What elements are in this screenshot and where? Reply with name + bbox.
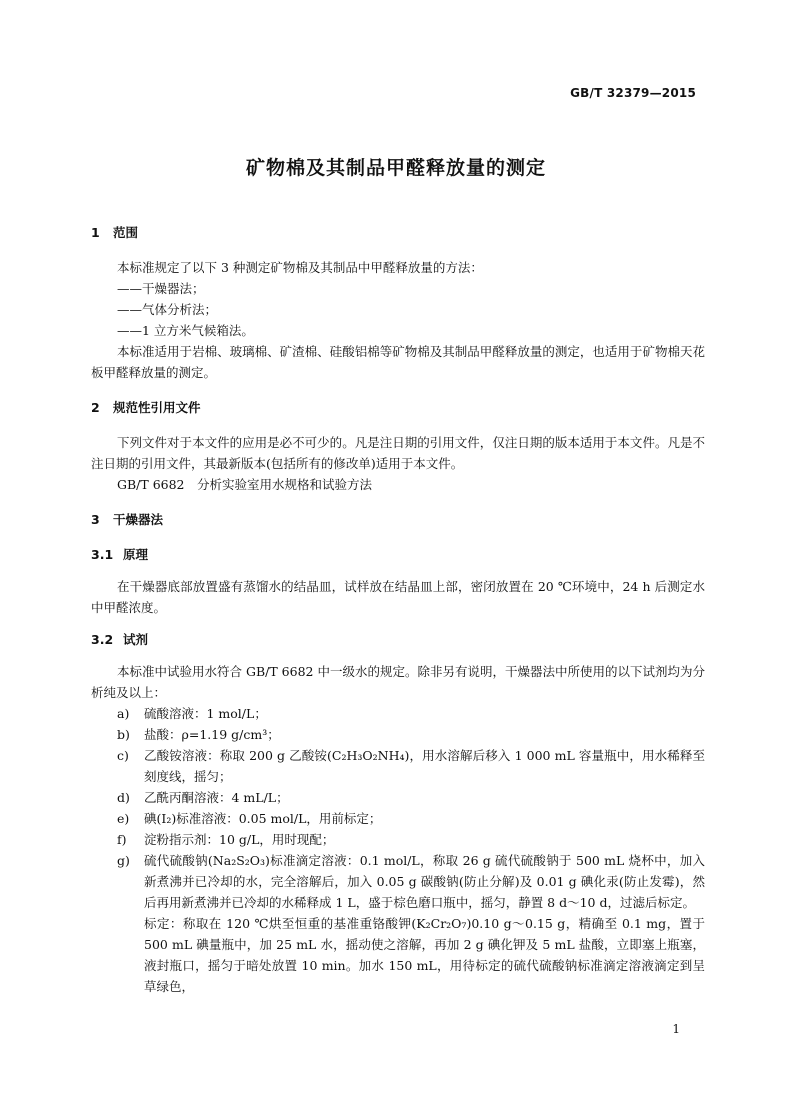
list-item <box>91 724 705 745</box>
list-marker: b) <box>117 727 130 742</box>
paragraph: 下列文件对于本文件的应用是必不可少的。凡是注日期的引用文件，仅注日期的版本适用于本文件。凡是不注日期的引用文件，其最新版本(包括所有的修改单)适用于本文件。 <box>91 435 705 471</box>
list-item-text: 淀粉指示剂：10 g/L，用时现配； <box>144 832 335 847</box>
reagent-list <box>91 703 705 913</box>
paragraph: 本标准中试验用水符合 GB/T 6682 中一级水的规定。除非另有说明，干燥器法中所使用的以下试剂均为分析纯及以上： <box>91 664 705 700</box>
section-title: 范围 <box>113 225 139 240</box>
subsection-title: 试剂 <box>123 632 149 647</box>
paragraph: 在干燥器底部放置盛有蒸馏水的结晶皿，试样放在结晶皿上部，密闭放置在 20 ℃环境中，24 h 后测定水中甲醛浓度。 <box>91 579 705 615</box>
normative-reference: GB/T 6682 分析实验室用水规格和试验方法 <box>117 477 373 492</box>
section-heading <box>91 509 705 530</box>
dash-item: ——干燥器法； <box>117 281 205 296</box>
paragraph: 本标准规定了以下 3 种测定矿物棉及其制品中甲醛释放量的方法： <box>117 260 483 275</box>
subsection-number: 3.1 <box>91 547 114 562</box>
section-title: 规范性引用文件 <box>113 400 201 415</box>
list-item <box>91 829 705 850</box>
section-number: 1 <box>91 225 100 240</box>
calibration-paragraph: 标定：称取在 120 ℃烘至恒重的基准重铬酸钾(K₂Cr₂O₇)0.10 g～0.15 g，精确至 0.1 mg，置于 500 mL 碘量瓶中，加 25 mL 水，摇动使之溶解，再加 2 g 碘化钾及 5 mL 盐酸，立即塞上瓶塞，液封瓶口，摇匀于暗处放置 10 min。加水 150 mL，用待标定的硫代硫酸钠标准滴定溶液滴定到呈草绿色， <box>144 916 705 994</box>
list-marker: g) <box>117 853 130 868</box>
list-item-text: 盐酸：ρ=1.19 g/cm³； <box>144 727 280 742</box>
section-number: 3 <box>91 512 100 527</box>
list-item-text: 乙酸铵溶液：称取 200 g 乙酸铵(C₂H₃O₂NH₄)，用水溶解后移入 1 000 mL 容量瓶中，用水稀释至刻度线，摇匀； <box>144 748 705 784</box>
list-marker: d) <box>117 790 130 805</box>
list-item <box>91 808 705 829</box>
list-marker: e) <box>117 811 130 826</box>
section-title: 干燥器法 <box>113 512 164 527</box>
subsection-heading <box>91 544 705 565</box>
subsection-title: 原理 <box>123 547 149 562</box>
list-item <box>91 850 705 913</box>
document-title: 矿物棉及其制品甲醛释放量的测定 <box>245 157 546 179</box>
list-item <box>91 703 705 724</box>
dash-item: ——1 立方米气候箱法。 <box>117 323 254 338</box>
subsection-number: 3.2 <box>91 632 114 647</box>
list-marker: f) <box>117 832 127 847</box>
section-heading <box>91 222 705 243</box>
standard-number: GB/T 32379—2015 <box>570 86 696 100</box>
list-item-text: 硫代硫酸钠(Na₂S₂O₃)标准滴定溶液：0.1 mol/L，称取 26 g 硫代硫酸钠于 500 mL 烧杯中，加入新煮沸并已冷却的水，完全溶解后，加入 0.05 g 碳酸钠(防止分解)及 0.01 g 碘化汞(防止发霉)，然后再用新煮沸并已冷却的水稀释成 1 L，盛于棕色磨口瓶中，摇匀，静置 8 d～10 d，过滤后标定。 <box>144 853 705 910</box>
dash-item: ——气体分析法； <box>117 302 218 317</box>
document-body <box>91 222 705 997</box>
list-item-text: 乙酰丙酮溶液：4 mL/L； <box>144 790 289 805</box>
section-number: 2 <box>91 400 100 415</box>
section-heading <box>91 397 705 418</box>
list-item <box>91 787 705 808</box>
page-number: 1 <box>672 1022 680 1036</box>
list-item-text: 硫酸溶液：1 mol/L； <box>144 706 267 721</box>
list-marker: a) <box>117 706 130 721</box>
list-item <box>91 745 705 787</box>
list-item-text: 碘(I₂)标准溶液：0.05 mol/L，用前标定； <box>144 811 382 826</box>
paragraph: 本标准适用于岩棉、玻璃棉、矿渣棉、硅酸铝棉等矿物棉及其制品甲醛释放量的测定，也适用于矿物棉天花板甲醛释放量的测定。 <box>91 344 705 380</box>
list-marker: c) <box>117 748 129 763</box>
subsection-heading <box>91 629 705 650</box>
